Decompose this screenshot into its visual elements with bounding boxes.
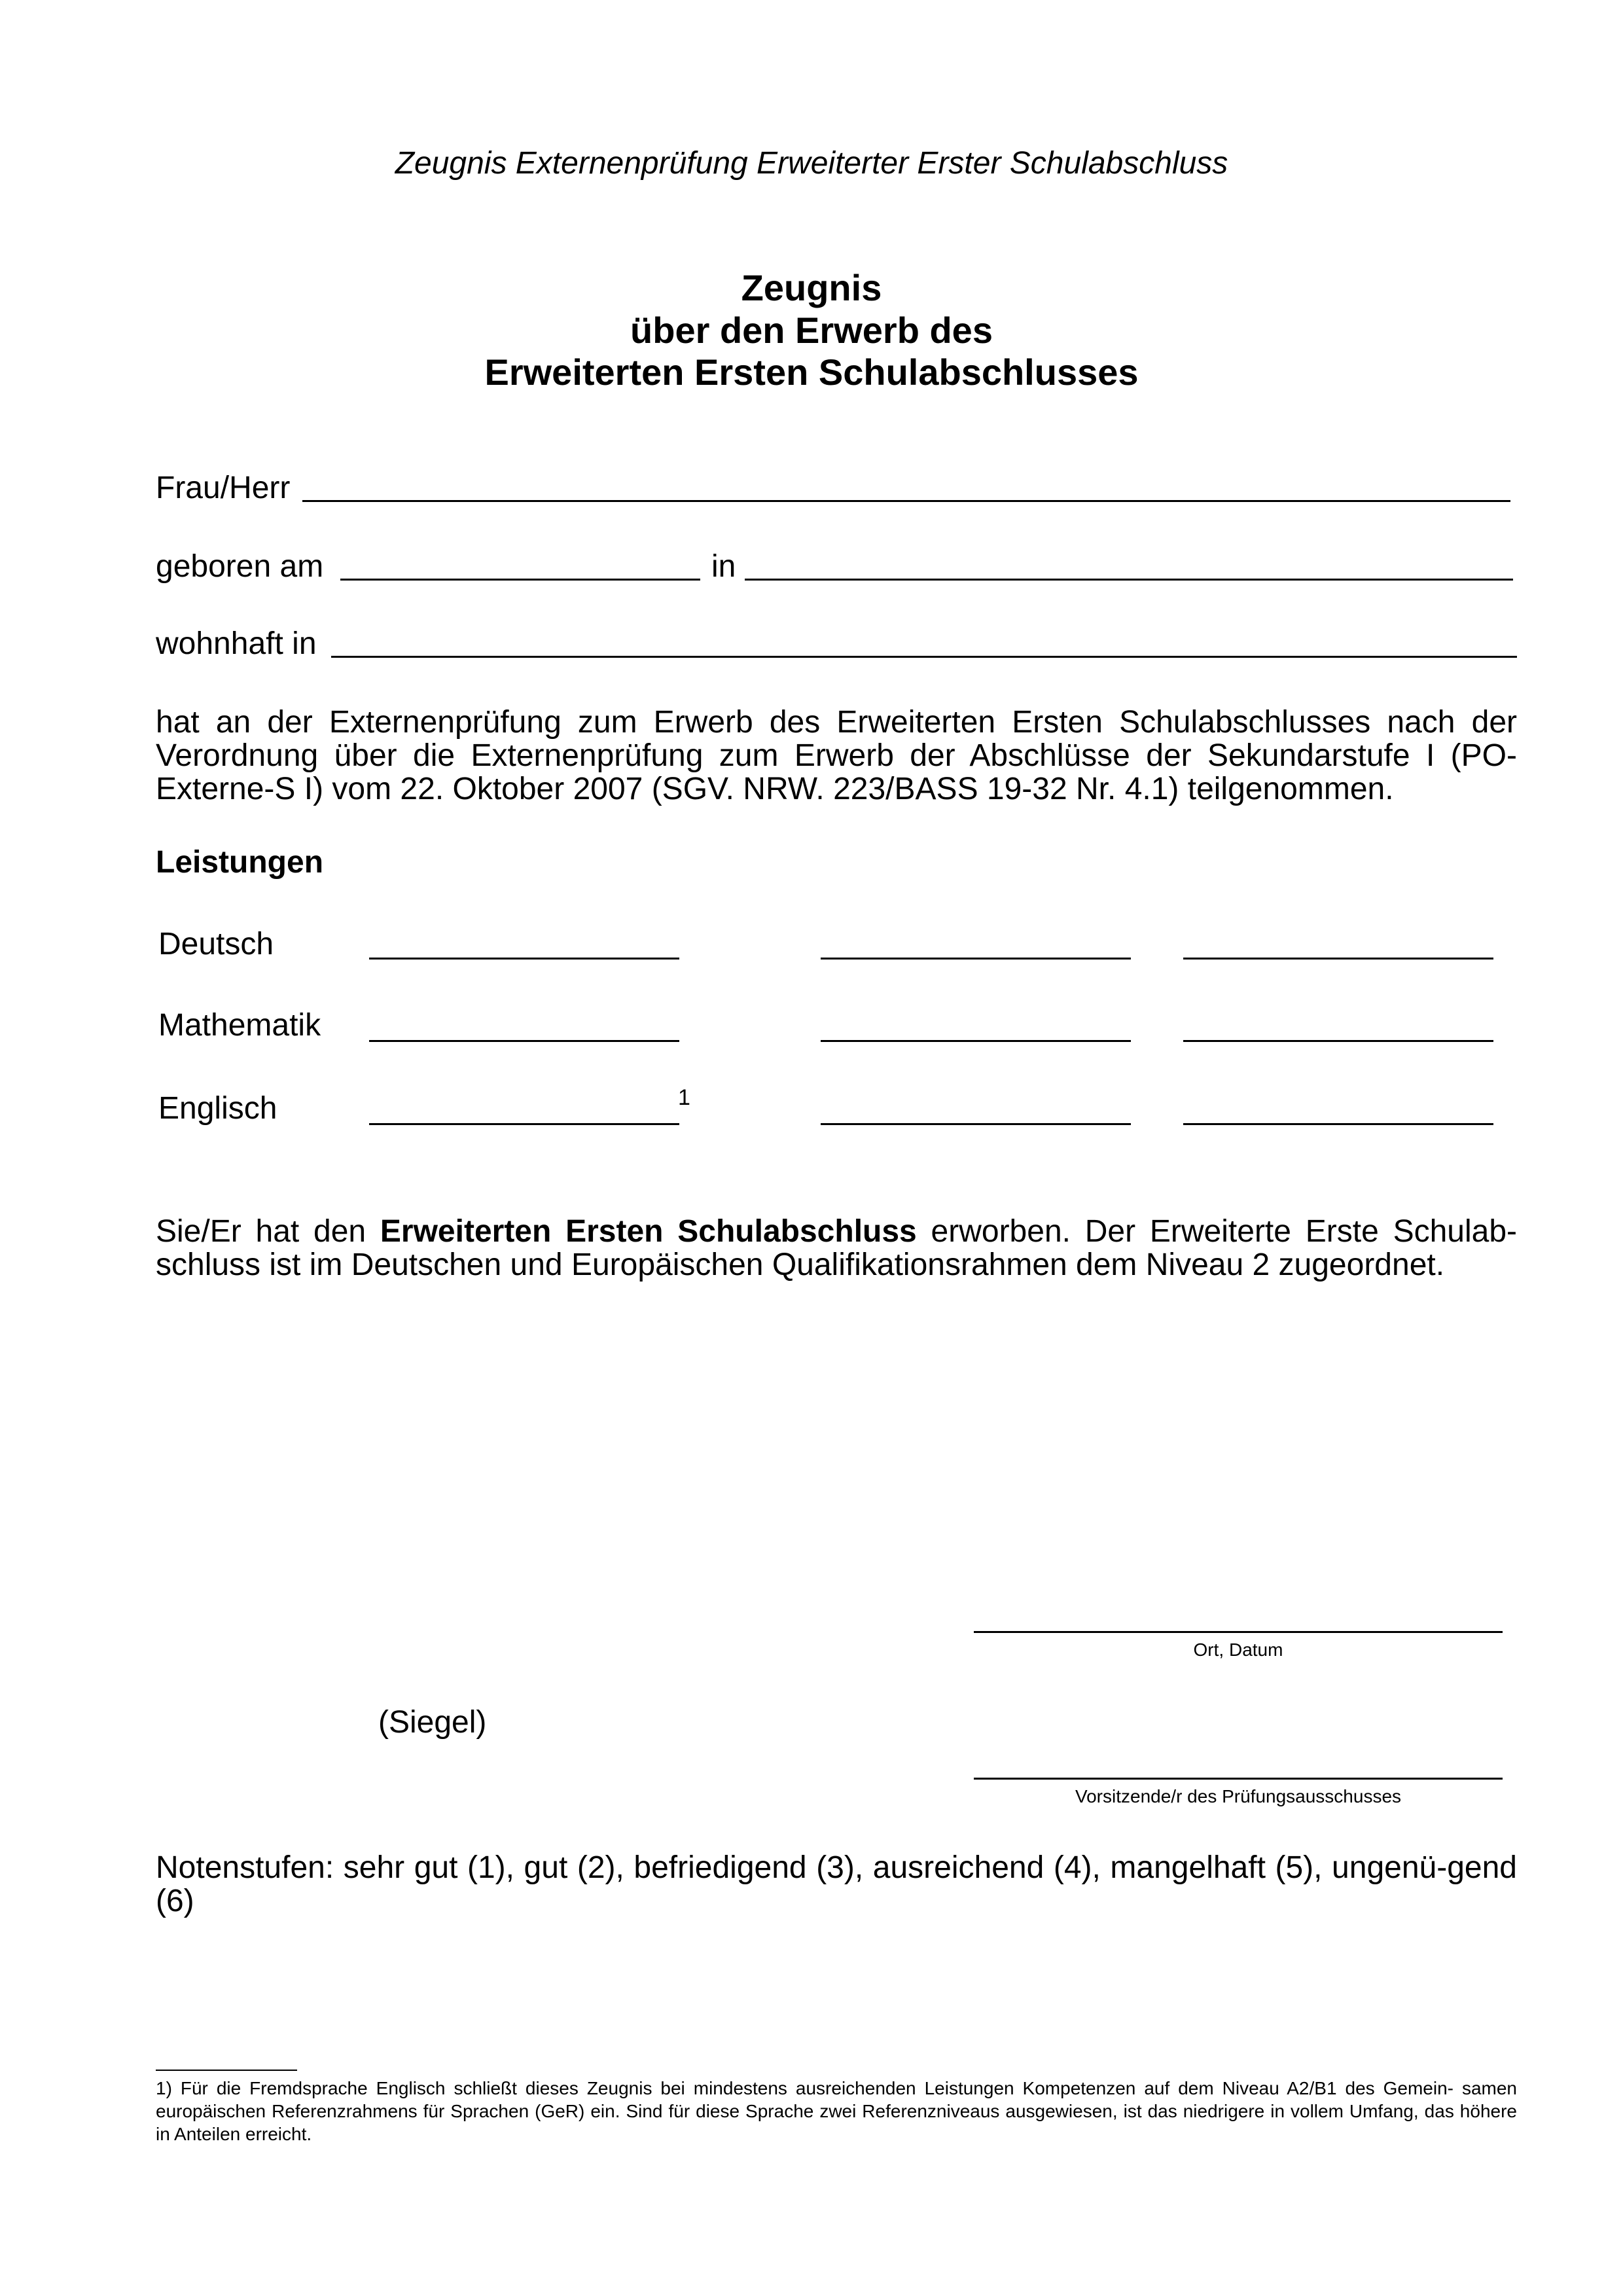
birthdate-field-line[interactable]: [340, 579, 700, 581]
grade-scale: Notenstufen: sehr gut (1), gut (2), befriedigend (3), ausreichend (4), mangelhaft (5), ungenü-gend (6): [156, 1850, 1517, 1918]
subject-label: Englisch: [158, 1091, 277, 1126]
footnote-divider: [156, 2070, 297, 2071]
grade-field-line[interactable]: [1183, 1123, 1493, 1125]
chair-signature-line[interactable]: [974, 1778, 1503, 1780]
place-date-line[interactable]: [974, 1631, 1503, 1633]
grade-field-line[interactable]: [369, 958, 679, 960]
birthdate-label: geboren am: [156, 549, 324, 584]
grade-field-line[interactable]: [369, 1123, 679, 1125]
document-header: Zeugnis Externenprüfung Erweiterter Erster Schulabschluss: [395, 146, 1228, 181]
title-line-2: über den Erwerb des: [630, 310, 993, 351]
grade-field-line[interactable]: [1183, 1040, 1493, 1042]
title-line-1: Zeugnis: [741, 267, 882, 308]
grade-field-line[interactable]: [821, 1040, 1131, 1042]
name-field-line[interactable]: [302, 500, 1510, 502]
footnote-marker: 1: [678, 1085, 690, 1110]
birthplace-label: in: [711, 549, 736, 584]
result-statement: [156, 1215, 1517, 1282]
result-suffix: erworben. Der Erweiterte Erste Schulab-schluss ist im Deutschen und Europäischen Qualifikationsrahmen dem Niveau 2 zugeordnet.: [156, 1214, 1518, 1282]
participation-statement: hat an der Externenprüfung zum Erwerb des Erweiterten Ersten Schulabschlusses nach der Verordnung über die Externenprüfung zum Erwerb der Abschlüsse der Sekundarstufe I (PO-Externe-S I) vom 22. Oktober 2007 (SGV. NRW. 223/BASS 19-32 Nr. 4.1) teilgenommen.: [156, 705, 1517, 806]
performance-heading: Leistungen: [156, 845, 324, 880]
subject-label: Mathematik: [158, 1008, 321, 1043]
residence-field-line[interactable]: [331, 656, 1517, 658]
footnote-text: 1) Für die Fremdsprache Englisch schließt dieses Zeugnis bei mindestens ausreichenden Leistungen Kompetenzen auf dem Niveau A2/B1 des Gemein- samen europäischen Referenzrahmens für Sprachen (GeR) ein. Sind für diese Sprache zwei Referenzniveaus ausgewiesen, ist das niedrigere in vollem Umfang, das höhere in Anteilen erreicht.: [156, 2078, 1517, 2144]
subject-label: Deutsch: [158, 927, 274, 961]
grade-field-line[interactable]: [369, 1040, 679, 1042]
grade-field-line[interactable]: [821, 958, 1131, 960]
chair-signature-caption: Vorsitzende/r des Prüfungsausschusses: [1075, 1786, 1402, 1806]
result-qualification: Erweiterten Ersten Schulabschluss: [380, 1214, 917, 1249]
grade-field-line[interactable]: [821, 1123, 1131, 1125]
place-date-caption: Ort, Datum: [1193, 1640, 1283, 1660]
grade-field-line[interactable]: [1183, 958, 1493, 960]
birthplace-field-line[interactable]: [745, 579, 1513, 581]
title-line-3: Erweiterten Ersten Schulabschlusses: [484, 351, 1139, 393]
name-label: Frau/Herr: [156, 471, 291, 505]
result-prefix: Sie/Er hat den: [156, 1214, 380, 1249]
residence-label: wohnhaft in: [156, 626, 317, 661]
seal-placeholder: (Siegel): [378, 1705, 487, 1740]
